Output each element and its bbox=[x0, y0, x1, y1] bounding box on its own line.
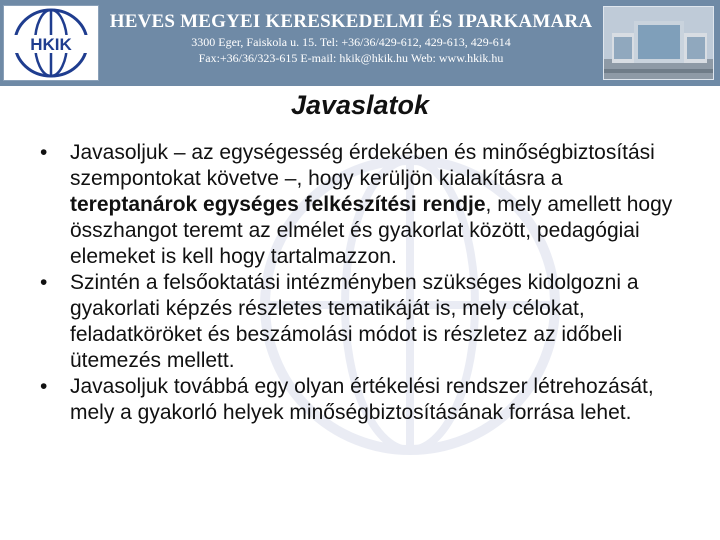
bullet-dot-icon: • bbox=[40, 375, 48, 398]
bullet-item-2 bbox=[40, 270, 690, 374]
hkik-logo bbox=[3, 5, 99, 81]
bullet-dot-icon: • bbox=[40, 141, 48, 164]
contact-address: 3300 Eger, Faiskola u. 15. Tel: +36/36/429-612, 429-613, 429-614 bbox=[191, 35, 511, 49]
header-text-block bbox=[104, 10, 598, 66]
building-photo bbox=[603, 6, 714, 80]
org-name: HEVES MEGYEI KERESKEDELMI ÉS IPARKAMARA bbox=[109, 11, 593, 32]
bullet-3-text: Javasoljuk továbbá egy olyan értékelési rendszer létrehozását, mely a gyakorló helyek minőségbiztosításának forrása lehet. bbox=[70, 375, 654, 424]
bullet-dot-icon: • bbox=[40, 271, 48, 294]
globe-logo-icon bbox=[4, 6, 98, 80]
building-image-icon bbox=[604, 7, 714, 80]
logo-text: HKIK bbox=[30, 35, 72, 54]
bullet-1-text-end: , mely amellett hogy összhangot teremt az elmélet és gyakorlat között, pedagógiai elemeket is kell hogy tartalmazzon. bbox=[70, 193, 673, 268]
bullet-list bbox=[40, 140, 690, 426]
bullet-2-text: Szintén a felsőoktatási intézményben szükséges kidolgozni a gyakorlati képzés részletes tematikáját is, mely célokat, feladatköröket és beszámolási módot is részletez az időbeli ütemezés mellett. bbox=[70, 271, 639, 372]
header-banner bbox=[0, 0, 720, 86]
bullet-1-text-start: Javasoljuk – az egységesség érdekében és minőségbiztosítási szempontokat követve –, hogy kerüljön kialakításra a bbox=[70, 141, 655, 190]
bullet-item-3 bbox=[40, 374, 690, 426]
bullet-item-1 bbox=[40, 140, 690, 270]
contact-fax-email-web: Fax:+36/36/323-615 E-mail: hkik@hkik.hu Web: www.hkik.hu bbox=[198, 51, 504, 65]
slide-title: Javaslatok bbox=[290, 90, 430, 120]
bullet-1-bold-text: tereptanárok egységes felkészítési rendje bbox=[70, 193, 486, 216]
